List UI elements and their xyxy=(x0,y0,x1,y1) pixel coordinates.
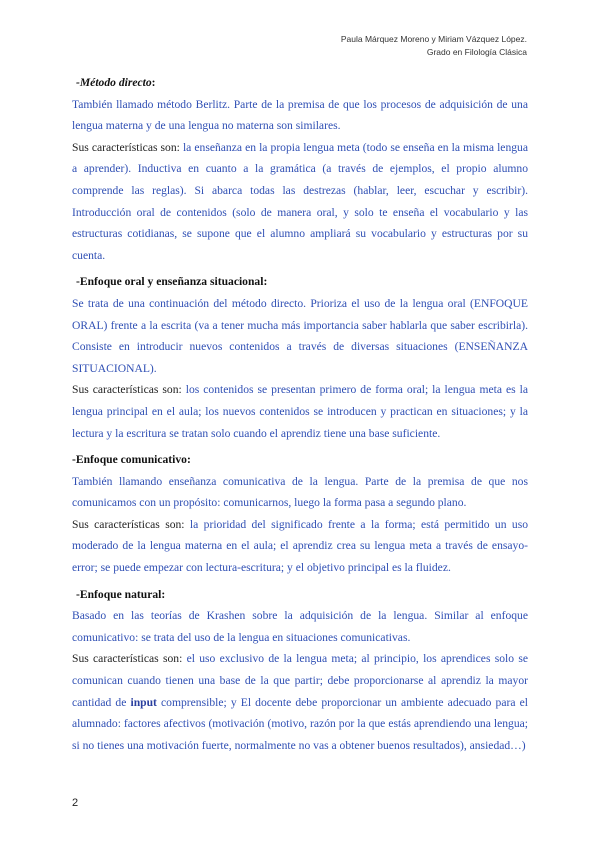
section-characteristics xyxy=(72,379,528,444)
section-heading-text: -Enfoque oral y enseñanza situacional xyxy=(76,275,264,289)
characteristics-text: los contenidos se presentan primero de forma oral; la lengua meta es la lengua principal en el aula; los nuevos contenidos se introducen y practican en situaciones; y la lectura y la escritura se tratan solo cuando el aprendiz tiene una base suficiente. xyxy=(72,383,529,440)
document-body xyxy=(72,72,528,761)
section-heading-text: -Enfoque comunicativo xyxy=(72,453,187,467)
heading-colon: : xyxy=(186,453,191,467)
section-heading xyxy=(72,271,528,293)
characteristics-text: la enseñanza en la propia lengua meta (todo se enseña en la misma lengua a aprender). Inductiva en cuanto a la gramática (a través de ejemplos, el propio alumno comprende las reglas). Si abarca todas las destrezas (hablar, leer, escuchar y escribir). Introducción oral de contenidos (solo de manera oral, y solo te enseña el vocabulario y las estructuras cotidianas, se supone que el alumno ampliará su vocabulario y estructuras por su cuenta. xyxy=(72,140,528,262)
header-degree: Grado en Filología Clásica xyxy=(426,47,527,57)
characteristics-text: la prioridad del significado frente a la forma; está permitido un uso moderado de la lengua materna en el aula; el aprendiz crea su lengua meta a través de ensayo-error; se puede empezar con lectura-escritura; y el objetivo principal es la fluidez. xyxy=(72,517,528,575)
page-number: 2 xyxy=(72,797,79,809)
characteristics-text-continued: comprensible; y El docente debe proporcionar un ambiente adecuado para el alumnado: factores afectivos (motivación (motivo, razón por la que estás aprendiendo una lengua; si no tienes una motivación fuerte, normalmente no vas a obtener buenos resultados), ansiedad…) xyxy=(72,695,528,752)
section-intro: También llamado método Berlitz. Parte de la premisa de que los procesos de adquisición de una lengua materna y de una lengua no materna son similares. xyxy=(72,97,528,133)
characteristics-label: Sus características son: xyxy=(72,140,180,154)
heading-colon: : xyxy=(263,275,268,289)
section-heading-text: -Enfoque natural xyxy=(76,587,162,601)
section-heading xyxy=(72,584,528,606)
characteristics-label: Sus características son: xyxy=(72,383,182,397)
characteristics-label: Sus características son: xyxy=(72,517,185,531)
section-heading xyxy=(72,449,528,471)
section-enfoque-natural xyxy=(72,584,528,757)
input-term: input xyxy=(130,695,157,709)
header-authors: Paula Márquez Moreno y Miriam Vázquez López. xyxy=(340,34,527,44)
page-header xyxy=(341,33,527,59)
section-characteristics xyxy=(72,137,528,267)
section-heading xyxy=(72,72,528,94)
section-intro: Se trata de una continuación del método directo. Prioriza el uso de la lengua oral (ENFOQUE ORAL) frente a la escrita (va a tener mucha más importancia saber hablarla que saber escribirla). Consiste en introducir nuevos contenidos a través de diversas situaciones (ENSEÑANZA SITUACIONAL). xyxy=(72,296,528,375)
section-metodo-directo xyxy=(72,72,528,266)
section-intro: También llamando enseñanza comunicativa de la lengua. Parte de la premisa de que nos comunicamos con un propósito: comunicarnos, luego la forma pasa a segundo plano. xyxy=(72,474,528,510)
section-characteristics xyxy=(72,514,528,579)
characteristics-text: el uso exclusivo de la lengua meta; al principio, los aprendices solo se comunican cuando tienen una base de la que partir; debe proporcionarse al aprendiz la mayor cantidad de xyxy=(72,652,528,709)
section-heading-text: -Método directo xyxy=(76,76,152,89)
heading-colon: : xyxy=(151,76,156,89)
section-characteristics xyxy=(72,648,528,756)
characteristics-label: Sus características son: xyxy=(72,652,183,666)
section-intro: Basado en las teorías de Krashen sobre la adquisición de la lengua. Similar al enfoque comunicativo: se trata del uso de la lengua en situaciones comunicativas. xyxy=(72,609,528,644)
heading-colon: : xyxy=(161,587,166,601)
section-enfoque-comunicativo xyxy=(72,449,528,579)
section-enfoque-oral xyxy=(72,271,528,444)
